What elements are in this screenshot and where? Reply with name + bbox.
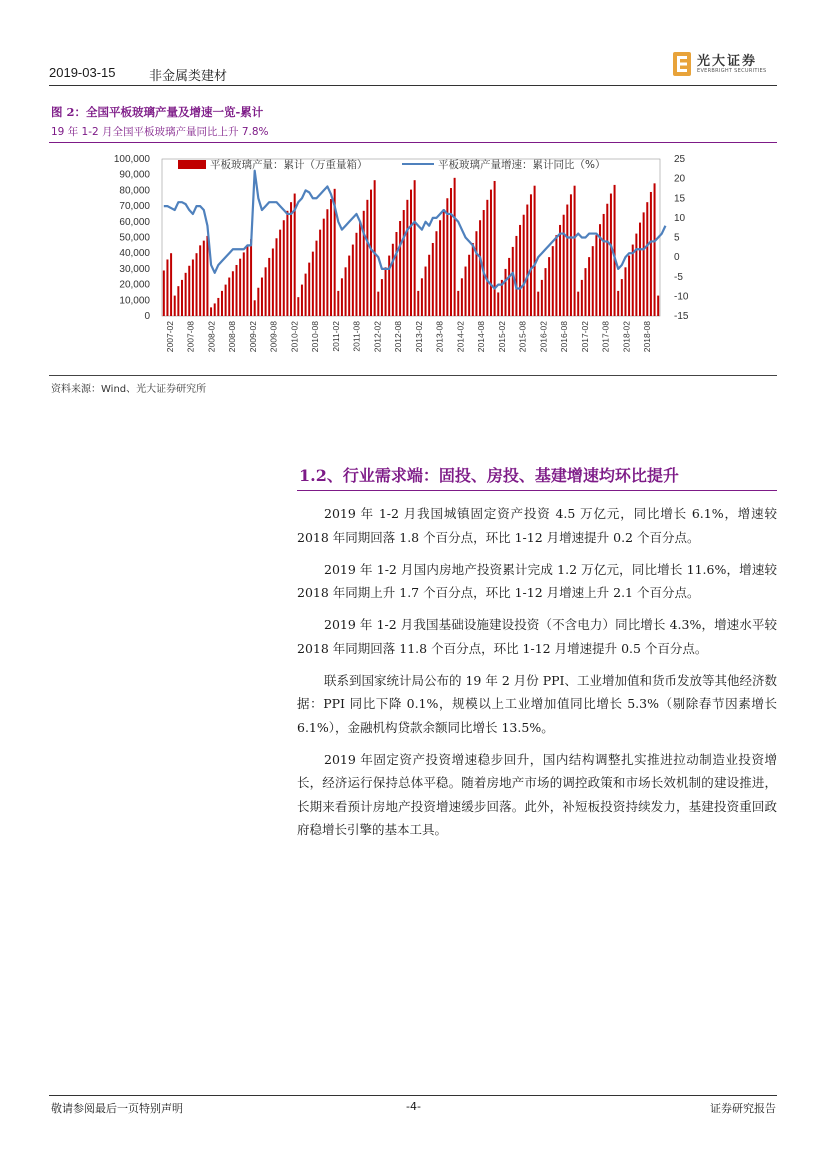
bar-output bbox=[523, 215, 525, 316]
bar-output bbox=[457, 291, 459, 316]
bar-output bbox=[228, 278, 230, 316]
bar-output bbox=[286, 211, 288, 316]
bar-output bbox=[385, 267, 387, 316]
bar-output bbox=[624, 267, 626, 316]
bar-output bbox=[450, 188, 452, 316]
x-tick-label: 2012-02 bbox=[372, 321, 383, 353]
bar-output bbox=[563, 215, 565, 316]
bar-output bbox=[214, 303, 216, 316]
x-tick-label: 2014-02 bbox=[455, 321, 466, 353]
bar-output bbox=[388, 256, 390, 316]
brand-logo bbox=[673, 50, 777, 80]
bar-output bbox=[483, 210, 485, 316]
brand-name: 光大证券 bbox=[697, 54, 758, 69]
bar-output bbox=[555, 235, 557, 316]
bar-output bbox=[468, 255, 470, 316]
report-sector: 非金属类建材 bbox=[149, 69, 228, 84]
bar-output bbox=[250, 239, 252, 316]
bar-output bbox=[610, 194, 612, 316]
bar-output bbox=[559, 225, 561, 316]
legend-swatch-bars bbox=[178, 160, 206, 169]
bar-output bbox=[181, 280, 183, 316]
y-left-tick-label: 50,000 bbox=[119, 232, 150, 244]
bar-output bbox=[548, 257, 550, 316]
bar-output bbox=[352, 245, 354, 316]
bar-output bbox=[566, 205, 568, 316]
x-tick-label: 2017-08 bbox=[600, 321, 611, 353]
bar-output bbox=[315, 241, 317, 316]
bar-output bbox=[326, 209, 328, 316]
bar-output bbox=[236, 265, 238, 316]
y-right-tick-label: 20 bbox=[674, 173, 686, 185]
bar-output bbox=[257, 288, 259, 316]
section-body bbox=[297, 502, 777, 850]
x-tick-label: 2018-02 bbox=[621, 321, 632, 353]
x-tick-label: 2007-08 bbox=[185, 321, 196, 353]
y-left-tick-label: 40,000 bbox=[119, 248, 150, 260]
bar-output bbox=[308, 263, 310, 316]
bar-output bbox=[199, 245, 201, 316]
bar-output bbox=[537, 292, 539, 316]
bar-output bbox=[345, 267, 347, 316]
chart-canvas bbox=[50, 146, 777, 368]
bar-output bbox=[246, 246, 248, 316]
bar-output bbox=[366, 200, 368, 316]
x-tick-label: 2009-08 bbox=[268, 321, 279, 353]
bar-output bbox=[635, 234, 637, 316]
bar-output bbox=[545, 268, 547, 316]
footer-divider bbox=[49, 1095, 777, 1096]
bar-output bbox=[497, 292, 499, 316]
legend-label-bars: 平板玻璃产量：累计（万重量箱） bbox=[210, 159, 368, 171]
bar-output bbox=[377, 292, 379, 316]
y-left-tick-label: 30,000 bbox=[119, 263, 150, 275]
bar-output bbox=[617, 291, 619, 316]
bar-output bbox=[643, 212, 645, 316]
bar-output bbox=[490, 190, 492, 316]
page-header bbox=[49, 54, 777, 86]
bar-output bbox=[279, 230, 281, 316]
bar-output bbox=[185, 273, 187, 316]
x-tick-label: 2016-02 bbox=[538, 321, 549, 353]
y-left-tick-label: 60,000 bbox=[119, 216, 150, 228]
bar-output bbox=[166, 259, 168, 316]
figure-source: 资料来源：Wind、光大证券研究所 bbox=[51, 384, 207, 395]
bar-output bbox=[206, 236, 208, 316]
x-tick-label: 2015-02 bbox=[496, 321, 507, 353]
bar-output bbox=[177, 286, 179, 316]
bar-output bbox=[210, 307, 212, 316]
bar-output bbox=[268, 258, 270, 316]
bar-output bbox=[588, 257, 590, 316]
bar-output bbox=[439, 220, 441, 316]
y-left-tick-label: 100,000 bbox=[113, 154, 150, 165]
x-tick-label: 2018-08 bbox=[642, 321, 653, 353]
y-right-tick-label: 25 bbox=[674, 154, 686, 165]
bar-output bbox=[584, 268, 586, 316]
bar-output bbox=[435, 231, 437, 316]
bar-output bbox=[621, 279, 623, 316]
y-right-tick-label: 15 bbox=[674, 193, 686, 205]
bar-output bbox=[410, 190, 412, 316]
bar-output bbox=[174, 296, 176, 316]
brand-logo-icon bbox=[673, 52, 691, 76]
bar-output bbox=[374, 180, 376, 316]
bar-output bbox=[399, 221, 401, 316]
bar-output bbox=[570, 194, 572, 316]
x-tick-label: 2009-02 bbox=[247, 321, 258, 353]
bar-output bbox=[592, 246, 594, 316]
y-left-tick-label: 90,000 bbox=[119, 169, 150, 181]
bar-output bbox=[614, 185, 616, 316]
bar-output bbox=[203, 241, 205, 316]
bar-output bbox=[595, 235, 597, 316]
bar-output bbox=[170, 253, 172, 316]
glass-output-chart bbox=[50, 146, 777, 368]
bar-output bbox=[406, 200, 408, 316]
figure-title: 图 2：全国平板玻璃产量及增速一览-累计 bbox=[51, 105, 264, 119]
y-left-tick-label: 70,000 bbox=[119, 201, 150, 213]
y-left-tick-label: 0 bbox=[144, 311, 150, 322]
y-right-tick-label: 0 bbox=[674, 252, 680, 264]
x-tick-label: 2007-02 bbox=[164, 321, 175, 353]
bar-output bbox=[577, 292, 579, 316]
bar-output bbox=[337, 291, 339, 316]
y-left-tick-label: 10,000 bbox=[119, 295, 150, 307]
bar-output bbox=[305, 274, 307, 316]
bar-output bbox=[421, 278, 423, 316]
report-date: 2019-03-15 bbox=[49, 65, 116, 80]
paragraph: 2019 年 1-2 月我国基础设施建设投资（不含电力）同比增长 4.3%，增速水平较 2018 年同期回落 11.8 个百分点，环比 1-12 月增速提升 0.5 个百分点。 bbox=[297, 617, 777, 656]
x-tick-label: 2015-08 bbox=[517, 321, 528, 353]
bar-output bbox=[414, 180, 416, 316]
bar-output bbox=[512, 247, 514, 316]
bar-output bbox=[472, 243, 474, 316]
footer-report-type: 证券研究报告 bbox=[710, 1102, 776, 1115]
bar-output bbox=[370, 190, 372, 316]
bar-output bbox=[486, 200, 488, 316]
paragraph: 2019 年 1-2 月国内房地产投资累计完成 1.2 万亿元，同比增长 11.6%，增速较 2018 年同期上升 1.7 个百分点，环比 1-12 月增速上升 2.1 个百分点。 bbox=[297, 561, 777, 600]
x-tick-label: 2012-08 bbox=[393, 321, 404, 353]
x-tick-label: 2010-02 bbox=[289, 321, 300, 353]
bar-output bbox=[261, 278, 263, 316]
bar-output bbox=[475, 231, 477, 316]
bar-output bbox=[312, 252, 314, 316]
bar-output bbox=[428, 255, 430, 316]
x-tick-label: 2008-02 bbox=[206, 321, 217, 353]
x-tick-label: 2017-02 bbox=[579, 321, 590, 353]
brand-name-en: EVERBRIGHT SECURITIES bbox=[697, 68, 767, 74]
bar-output bbox=[603, 214, 605, 316]
bar-output bbox=[355, 233, 357, 316]
x-tick-label: 2008-08 bbox=[227, 321, 238, 353]
y-left-tick-label: 20,000 bbox=[119, 279, 150, 291]
bar-output bbox=[505, 269, 507, 316]
bar-output bbox=[574, 186, 576, 316]
paragraph: 联系到国家统计局公布的 19 年 2 月份 PPI、工业增加值和货币发放等其他经济数据：PPI 同比下降 0.1%，规模以上工业增加值同比增长 5.3%（剔除春节因素增长 6.1%），金融机构贷款余额同比增长 13.5%。 bbox=[297, 672, 777, 735]
bar-output bbox=[425, 267, 427, 316]
y-right-tick-label: -15 bbox=[674, 311, 689, 322]
figure-divider bbox=[49, 142, 777, 143]
bar-output bbox=[519, 225, 521, 316]
bar-output bbox=[654, 183, 656, 316]
bar-output bbox=[508, 258, 510, 316]
bar-output bbox=[657, 296, 659, 316]
bar-output bbox=[381, 279, 383, 316]
bar-output bbox=[225, 285, 227, 316]
bar-output bbox=[330, 199, 332, 316]
bar-output bbox=[395, 232, 397, 316]
bar-output bbox=[628, 256, 630, 316]
page-number: -4- bbox=[406, 1100, 421, 1113]
legend-label-line: 平板玻璃产量增速：累计同比（%） bbox=[438, 159, 606, 171]
bar-output bbox=[192, 259, 194, 316]
bar-output bbox=[443, 209, 445, 316]
bar-output bbox=[446, 198, 448, 316]
section-divider bbox=[297, 490, 777, 491]
bar-output bbox=[465, 267, 467, 316]
bar-output bbox=[232, 271, 234, 316]
bar-output bbox=[254, 300, 256, 316]
bar-output bbox=[541, 280, 543, 316]
bar-output bbox=[392, 244, 394, 316]
figure-bottom-divider bbox=[49, 375, 777, 376]
bar-output bbox=[359, 222, 361, 316]
x-tick-label: 2011-02 bbox=[330, 321, 341, 352]
x-tick-label: 2013-08 bbox=[434, 321, 445, 353]
footer-disclaimer: 敬请参阅最后一页特别声明 bbox=[51, 1102, 183, 1115]
bar-output bbox=[217, 298, 219, 316]
bar-output bbox=[297, 297, 299, 316]
x-tick-label: 2011-08 bbox=[351, 321, 362, 352]
x-tick-label: 2010-08 bbox=[310, 321, 321, 353]
bar-output bbox=[417, 291, 419, 316]
paragraph: 2019 年固定资产投资增速稳步回升，国内结构调整扎实推进拉动制造业投资增长，经济运行保持总体平稳。随着房地产市场的调控政策和市场长效机制的建设推进，长期来看预计房地产投资增速缓步回落。此外，补短板投资持续发力，基建投资重回政府稳增长引擎的基本工具。 bbox=[297, 751, 777, 837]
bar-output bbox=[188, 266, 190, 316]
y-right-tick-label: -5 bbox=[674, 271, 683, 283]
bar-output bbox=[265, 267, 267, 316]
y-right-tick-label: 5 bbox=[674, 232, 680, 244]
bar-output bbox=[646, 202, 648, 316]
bar-output bbox=[515, 236, 517, 316]
bar-output bbox=[403, 210, 405, 316]
x-tick-label: 2014-08 bbox=[476, 321, 487, 353]
bar-output bbox=[461, 278, 463, 316]
x-tick-label: 2016-08 bbox=[559, 321, 570, 353]
bar-output bbox=[243, 252, 245, 316]
bar-output bbox=[272, 248, 274, 316]
bar-output bbox=[526, 205, 528, 316]
bar-output bbox=[530, 194, 532, 316]
bar-output bbox=[650, 192, 652, 316]
bar-output bbox=[494, 181, 496, 316]
y-left-tick-label: 80,000 bbox=[119, 185, 150, 197]
figure-subtitle: 19 年 1-2 月全国平板玻璃产量同比上升 7.8% bbox=[51, 126, 269, 138]
paragraph: 2019 年 1-2 月我国城镇固定资产投资 4.5 万亿元，同比增长 6.1%，增速较 2018 年同期回落 1.8 个百分点，环比 1-12 月增速提升 0.2 个百分点。 bbox=[297, 506, 777, 545]
y-right-tick-label: -10 bbox=[674, 291, 689, 303]
y-right-tick-label: 10 bbox=[674, 212, 686, 224]
bar-output bbox=[454, 178, 456, 316]
x-tick-label: 2013-02 bbox=[413, 321, 424, 353]
bar-output bbox=[290, 202, 292, 316]
bar-output bbox=[479, 220, 481, 316]
bar-output bbox=[639, 223, 641, 316]
bar-output bbox=[606, 204, 608, 316]
bar-output bbox=[301, 285, 303, 316]
bar-output bbox=[341, 278, 343, 316]
bar-output bbox=[632, 245, 634, 316]
bar-output bbox=[163, 270, 165, 316]
bar-output bbox=[552, 246, 554, 316]
bar-output bbox=[534, 186, 536, 316]
bar-output bbox=[276, 238, 278, 316]
bar-output bbox=[348, 256, 350, 316]
section-title: 1.2、行业需求端：固投、房投、基建增速均环比提升 bbox=[299, 466, 679, 485]
bar-output bbox=[196, 253, 198, 316]
bar-output bbox=[283, 220, 285, 316]
bar-output bbox=[239, 259, 241, 316]
bar-output bbox=[319, 230, 321, 316]
bar-output bbox=[432, 243, 434, 316]
bar-output bbox=[323, 219, 325, 316]
bar-output bbox=[581, 280, 583, 316]
bar-output bbox=[363, 211, 365, 316]
bar-output bbox=[221, 291, 223, 316]
